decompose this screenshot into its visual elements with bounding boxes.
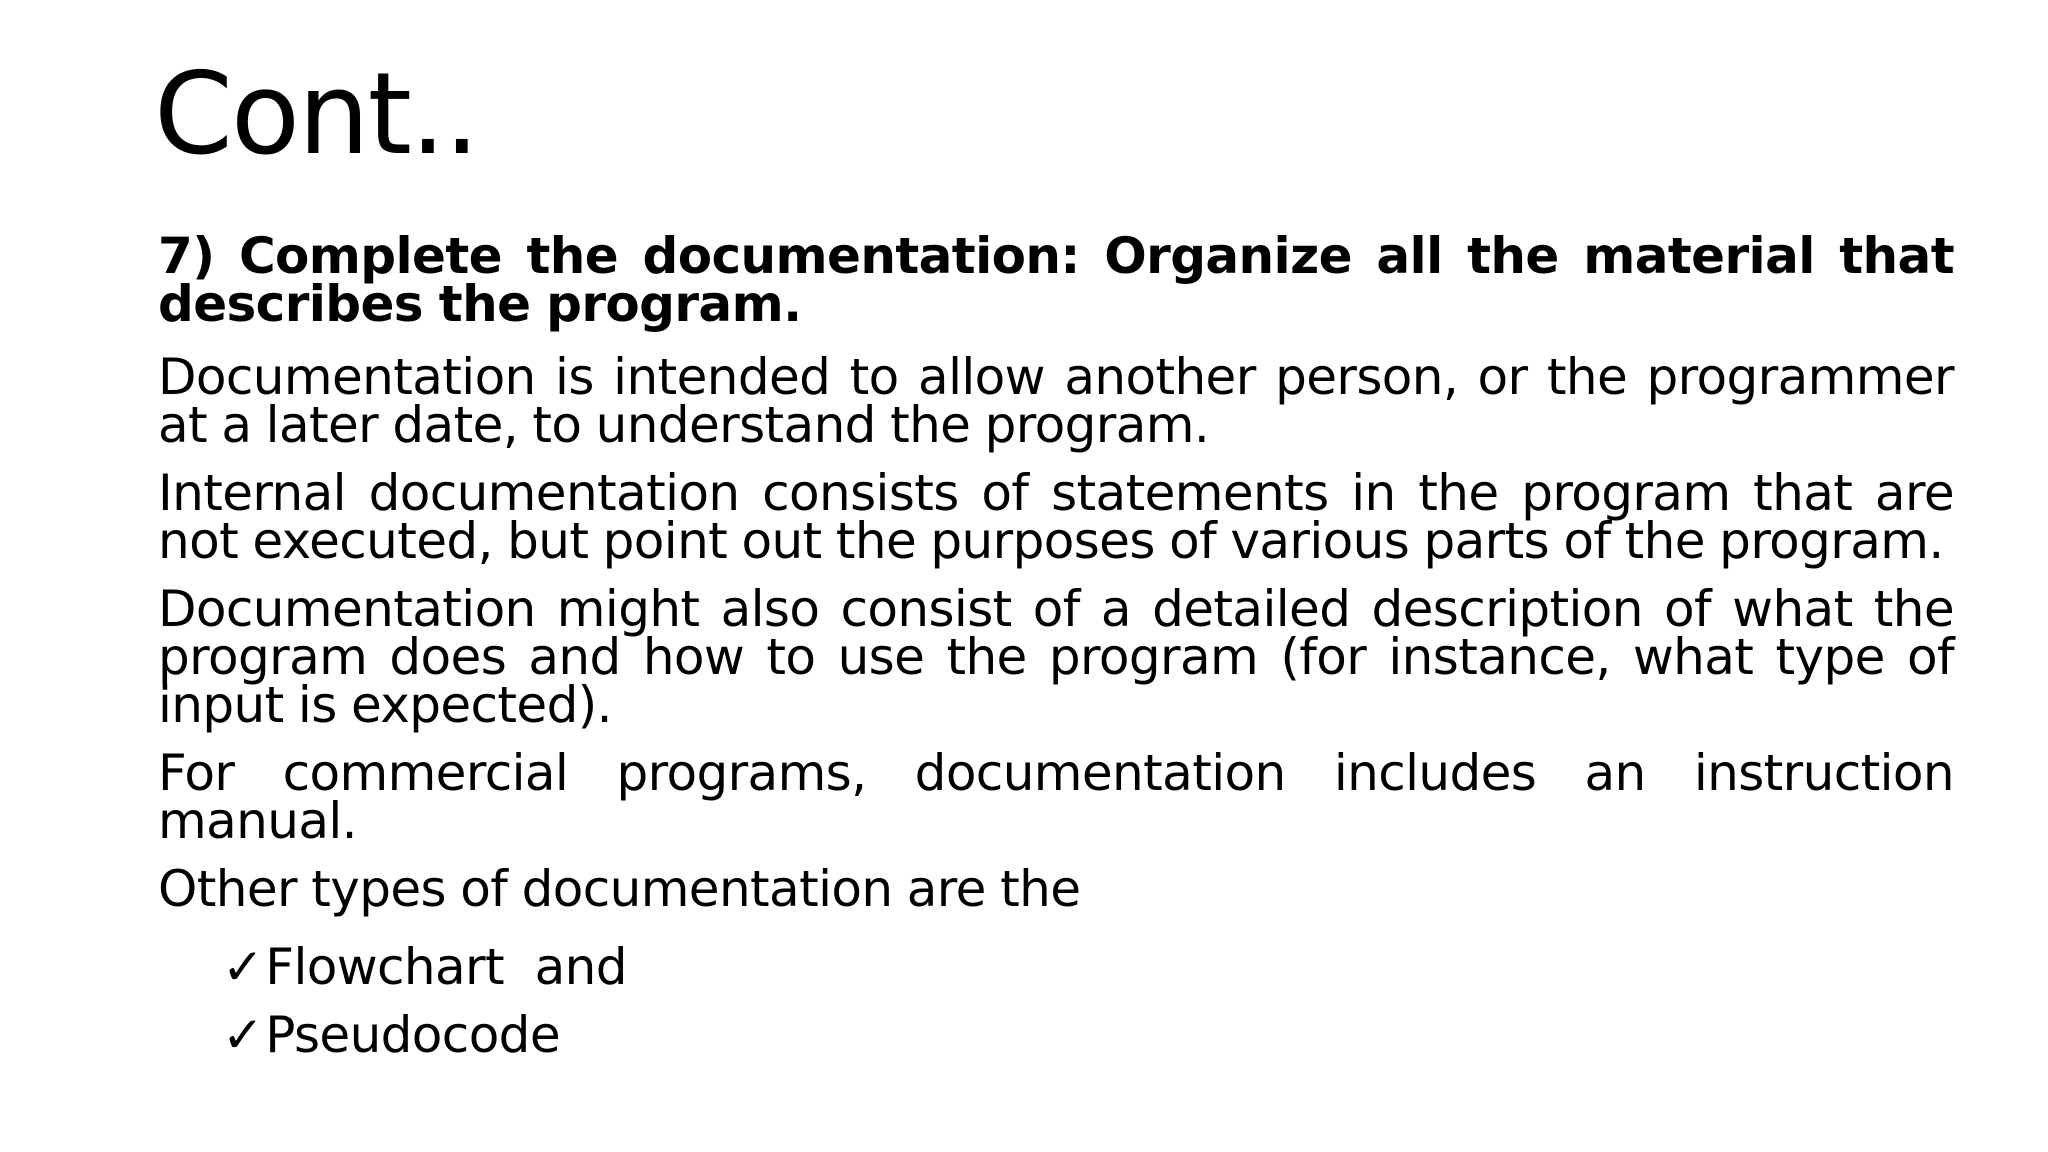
list-item-label: Pseudocode [265, 1006, 560, 1064]
paragraph: Documentation is intended to allow another person, or the programmer at a later date, to understand the program. [158, 348, 1954, 454]
list-item-label: Flowchart and [265, 938, 627, 996]
step-heading: 7) Complete the documentation: Organize all the material that describes the program. [158, 227, 1954, 333]
checkmark-icon: ✓ [222, 1006, 264, 1064]
list-item [222, 933, 1954, 1001]
documentation-types-list [158, 933, 1954, 1069]
paragraph: For commercial programs, documentation includes an instruction manual. [158, 744, 1954, 850]
slide-body [158, 227, 1954, 1069]
list-item [222, 1001, 1954, 1069]
checkmark-icon: ✓ [222, 938, 264, 996]
slide-title: Cont.. [154, 48, 478, 180]
paragraph: Documentation might also consist of a detailed description of what the program does and how to use the program (for instance, what type of input is expected). [158, 580, 1954, 734]
paragraph: Internal documentation consists of statements in the program that are not executed, but point out the purposes of various parts of the program. [158, 464, 1954, 570]
list-intro: Other types of documentation are the [158, 860, 1081, 918]
